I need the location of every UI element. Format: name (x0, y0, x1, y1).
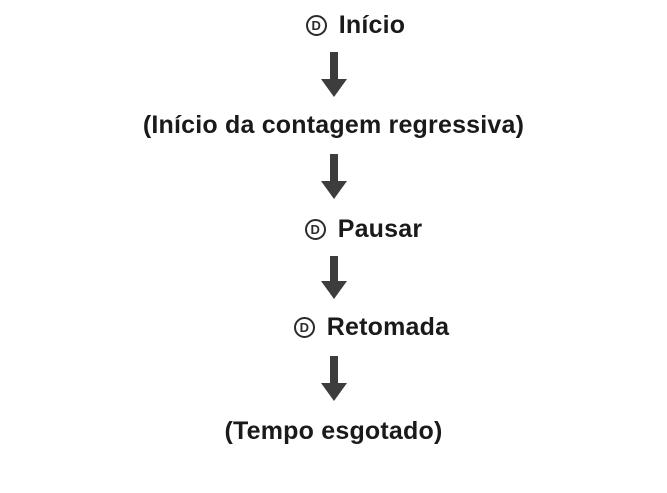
flow-step-tempo-esgotado (224, 414, 442, 448)
circled-d-icon: D (294, 317, 315, 338)
flow-step-label: Início (338, 10, 406, 39)
flow-step-pausar (305, 212, 423, 246)
arrow-down-icon (319, 356, 349, 402)
arrow-down-icon (319, 154, 349, 200)
flow-step-label: (Tempo esgotado) (224, 416, 443, 445)
flow-step-label: Pausar (337, 214, 423, 243)
flow-step-inicio-contagem (143, 108, 524, 142)
flow-step-label: (Início da contagem regressiva) (142, 110, 525, 139)
flow-step-inicio (306, 8, 405, 42)
flow-step-retomada (294, 310, 449, 344)
flow-step-label: Retomada (326, 312, 450, 341)
circled-d-icon: D (306, 15, 327, 36)
arrow-down-icon (319, 52, 349, 98)
arrow-down-icon (319, 256, 349, 300)
circled-d-icon: D (305, 219, 326, 240)
